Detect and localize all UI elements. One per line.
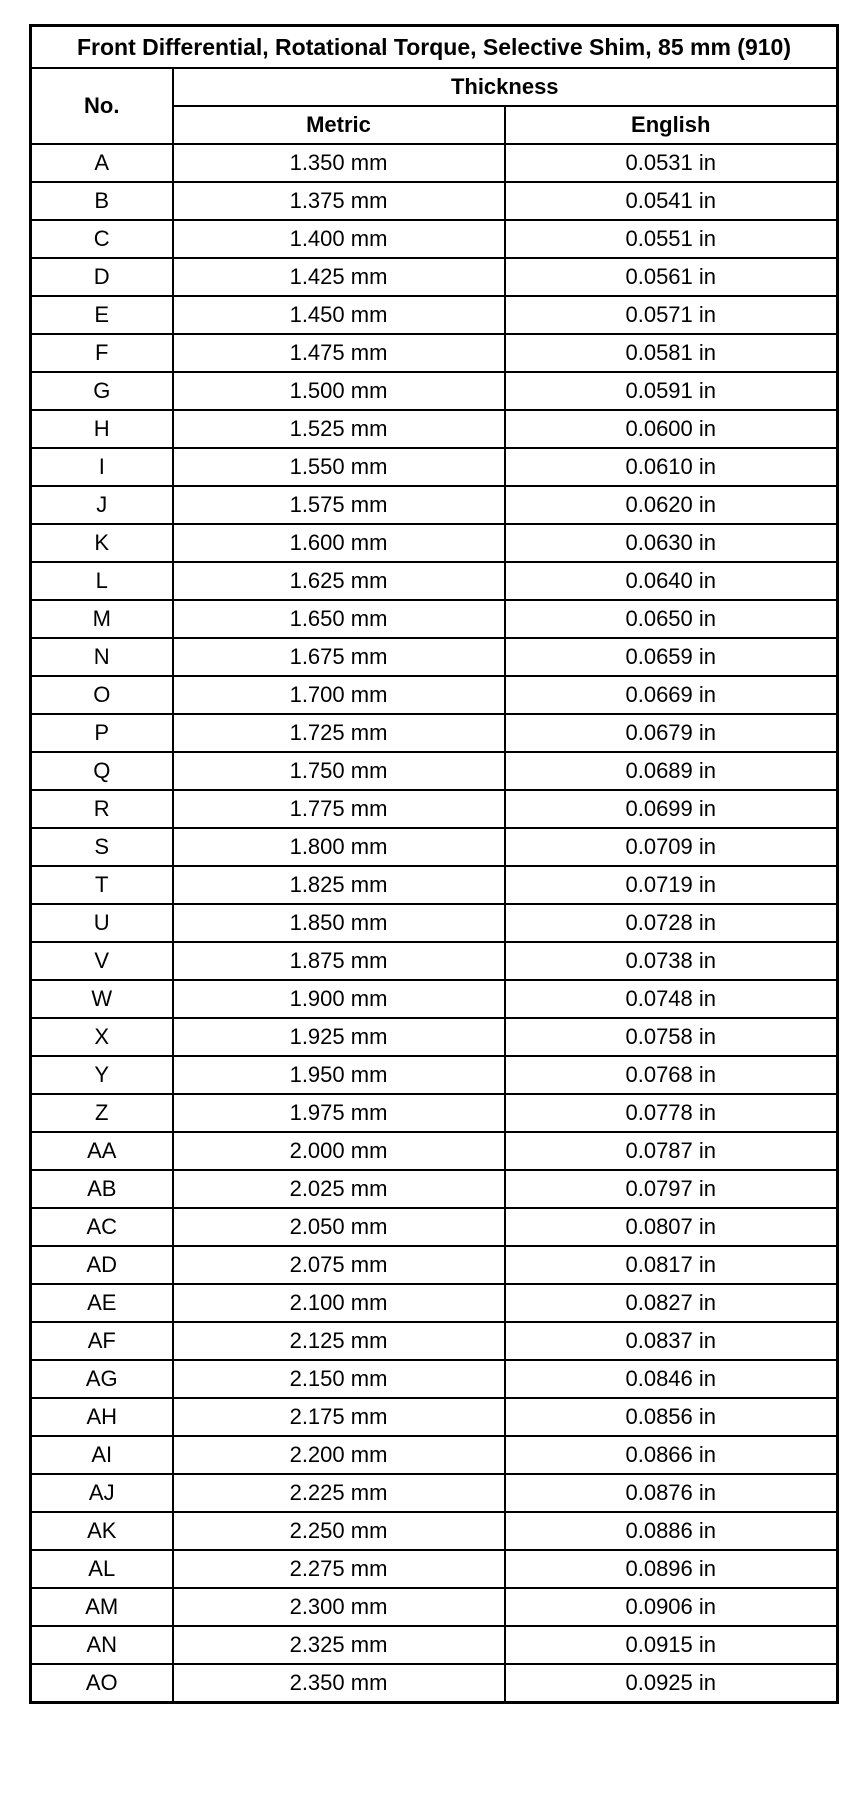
- table-row: [31, 866, 838, 904]
- cell-metric: 1.600 mm: [173, 524, 505, 562]
- cell-metric: 1.425 mm: [173, 258, 505, 296]
- table-row: [31, 942, 838, 980]
- cell-metric: 1.875 mm: [173, 942, 505, 980]
- table-row: [31, 1626, 838, 1664]
- cell-english: 0.0837 in: [505, 1322, 838, 1360]
- cell-no: F: [31, 334, 173, 372]
- table-row: [31, 372, 838, 410]
- cell-english: 0.0768 in: [505, 1056, 838, 1094]
- cell-english: 0.0925 in: [505, 1664, 838, 1703]
- table-row: [31, 258, 838, 296]
- cell-no: V: [31, 942, 173, 980]
- table-row: [31, 1132, 838, 1170]
- cell-english: 0.0797 in: [505, 1170, 838, 1208]
- cell-no: K: [31, 524, 173, 562]
- cell-no: B: [31, 182, 173, 220]
- table-row: [31, 1018, 838, 1056]
- cell-metric: 1.925 mm: [173, 1018, 505, 1056]
- table-row: [31, 1170, 838, 1208]
- cell-english: 0.0728 in: [505, 904, 838, 942]
- cell-no: Z: [31, 1094, 173, 1132]
- cell-metric: 1.475 mm: [173, 334, 505, 372]
- cell-metric: 1.825 mm: [173, 866, 505, 904]
- cell-english: 0.0856 in: [505, 1398, 838, 1436]
- cell-no: E: [31, 296, 173, 334]
- cell-no: AK: [31, 1512, 173, 1550]
- cell-metric: 1.350 mm: [173, 144, 505, 182]
- cell-no: A: [31, 144, 173, 182]
- cell-no: S: [31, 828, 173, 866]
- title-row: [31, 26, 838, 69]
- cell-metric: 1.550 mm: [173, 448, 505, 486]
- cell-no: Y: [31, 1056, 173, 1094]
- cell-metric: 2.100 mm: [173, 1284, 505, 1322]
- cell-metric: 2.350 mm: [173, 1664, 505, 1703]
- table-row: [31, 220, 838, 258]
- cell-no: D: [31, 258, 173, 296]
- cell-no: AF: [31, 1322, 173, 1360]
- cell-english: 0.0896 in: [505, 1550, 838, 1588]
- cell-english: 0.0689 in: [505, 752, 838, 790]
- table-row: [31, 296, 838, 334]
- cell-no: AA: [31, 1132, 173, 1170]
- cell-no: AO: [31, 1664, 173, 1703]
- cell-metric: 2.075 mm: [173, 1246, 505, 1284]
- cell-no: AL: [31, 1550, 173, 1588]
- cell-metric: 1.750 mm: [173, 752, 505, 790]
- cell-english: 0.0669 in: [505, 676, 838, 714]
- cell-no: AI: [31, 1436, 173, 1474]
- cell-english: 0.0778 in: [505, 1094, 838, 1132]
- cell-no: N: [31, 638, 173, 676]
- cell-english: 0.0699 in: [505, 790, 838, 828]
- table-row: [31, 1550, 838, 1588]
- table-title: Front Differential, Rotational Torque, Selective Shim, 85 mm (910): [31, 26, 838, 69]
- header-metric: Metric: [173, 106, 505, 144]
- cell-no: I: [31, 448, 173, 486]
- cell-no: M: [31, 600, 173, 638]
- cell-english: 0.0787 in: [505, 1132, 838, 1170]
- table-row: [31, 1664, 838, 1703]
- cell-no: R: [31, 790, 173, 828]
- cell-english: 0.0758 in: [505, 1018, 838, 1056]
- cell-metric: 2.150 mm: [173, 1360, 505, 1398]
- cell-metric: 2.275 mm: [173, 1550, 505, 1588]
- cell-english: 0.0709 in: [505, 828, 838, 866]
- cell-metric: 1.375 mm: [173, 182, 505, 220]
- cell-metric: 1.575 mm: [173, 486, 505, 524]
- cell-english: 0.0541 in: [505, 182, 838, 220]
- cell-metric: 2.050 mm: [173, 1208, 505, 1246]
- cell-no: AJ: [31, 1474, 173, 1512]
- cell-no: X: [31, 1018, 173, 1056]
- cell-no: Q: [31, 752, 173, 790]
- cell-metric: 2.250 mm: [173, 1512, 505, 1550]
- cell-english: 0.0650 in: [505, 600, 838, 638]
- cell-english: 0.0866 in: [505, 1436, 838, 1474]
- table-row: [31, 448, 838, 486]
- cell-no: AC: [31, 1208, 173, 1246]
- cell-metric: 2.175 mm: [173, 1398, 505, 1436]
- cell-english: 0.0915 in: [505, 1626, 838, 1664]
- cell-english: 0.0571 in: [505, 296, 838, 334]
- table-row: [31, 600, 838, 638]
- cell-no: AE: [31, 1284, 173, 1322]
- table-row: [31, 486, 838, 524]
- cell-english: 0.0817 in: [505, 1246, 838, 1284]
- cell-english: 0.0591 in: [505, 372, 838, 410]
- cell-metric: 1.500 mm: [173, 372, 505, 410]
- table-row: [31, 1246, 838, 1284]
- cell-no: J: [31, 486, 173, 524]
- table-row: [31, 828, 838, 866]
- table-row: [31, 524, 838, 562]
- cell-english: 0.0640 in: [505, 562, 838, 600]
- cell-metric: 2.325 mm: [173, 1626, 505, 1664]
- table-row: [31, 182, 838, 220]
- cell-no: AM: [31, 1588, 173, 1626]
- table-row: [31, 752, 838, 790]
- cell-english: 0.0561 in: [505, 258, 838, 296]
- cell-no: W: [31, 980, 173, 1018]
- header-no: No.: [31, 68, 173, 144]
- header-english: English: [505, 106, 838, 144]
- cell-no: U: [31, 904, 173, 942]
- cell-metric: 1.800 mm: [173, 828, 505, 866]
- cell-no: AN: [31, 1626, 173, 1664]
- group-header-row: [31, 68, 838, 106]
- cell-english: 0.0531 in: [505, 144, 838, 182]
- cell-metric: 1.950 mm: [173, 1056, 505, 1094]
- cell-no: L: [31, 562, 173, 600]
- table-row: [31, 1512, 838, 1550]
- table-header: [31, 26, 838, 145]
- table-row: [31, 1208, 838, 1246]
- cell-metric: 1.525 mm: [173, 410, 505, 448]
- cell-no: AH: [31, 1398, 173, 1436]
- cell-no: AD: [31, 1246, 173, 1284]
- cell-english: 0.0827 in: [505, 1284, 838, 1322]
- cell-no: G: [31, 372, 173, 410]
- cell-english: 0.0581 in: [505, 334, 838, 372]
- cell-metric: 1.400 mm: [173, 220, 505, 258]
- cell-no: P: [31, 714, 173, 752]
- table-row: [31, 144, 838, 182]
- shim-table: [29, 24, 839, 1704]
- cell-metric: 1.975 mm: [173, 1094, 505, 1132]
- cell-no: AB: [31, 1170, 173, 1208]
- cell-english: 0.0738 in: [505, 942, 838, 980]
- cell-metric: 1.850 mm: [173, 904, 505, 942]
- cell-metric: 1.700 mm: [173, 676, 505, 714]
- cell-english: 0.0630 in: [505, 524, 838, 562]
- table-row: [31, 1436, 838, 1474]
- cell-english: 0.0906 in: [505, 1588, 838, 1626]
- cell-metric: 2.000 mm: [173, 1132, 505, 1170]
- table-row: [31, 714, 838, 752]
- cell-english: 0.0551 in: [505, 220, 838, 258]
- cell-english: 0.0659 in: [505, 638, 838, 676]
- table-row: [31, 1284, 838, 1322]
- cell-no: T: [31, 866, 173, 904]
- table-row: [31, 1474, 838, 1512]
- table-row: [31, 676, 838, 714]
- cell-metric: 2.300 mm: [173, 1588, 505, 1626]
- table-row: [31, 1360, 838, 1398]
- cell-english: 0.0876 in: [505, 1474, 838, 1512]
- cell-metric: 1.725 mm: [173, 714, 505, 752]
- cell-metric: 1.900 mm: [173, 980, 505, 1018]
- cell-metric: 2.025 mm: [173, 1170, 505, 1208]
- cell-english: 0.0846 in: [505, 1360, 838, 1398]
- table-row: [31, 1398, 838, 1436]
- cell-no: O: [31, 676, 173, 714]
- table-row: [31, 790, 838, 828]
- table-row: [31, 410, 838, 448]
- cell-english: 0.0600 in: [505, 410, 838, 448]
- table-row: [31, 334, 838, 372]
- cell-english: 0.0719 in: [505, 866, 838, 904]
- cell-metric: 2.125 mm: [173, 1322, 505, 1360]
- table-row: [31, 1588, 838, 1626]
- cell-english: 0.0886 in: [505, 1512, 838, 1550]
- cell-english: 0.0748 in: [505, 980, 838, 1018]
- cell-metric: 2.200 mm: [173, 1436, 505, 1474]
- table-row: [31, 562, 838, 600]
- table-row: [31, 1322, 838, 1360]
- header-thickness: Thickness: [173, 68, 838, 106]
- cell-metric: 1.675 mm: [173, 638, 505, 676]
- cell-english: 0.0610 in: [505, 448, 838, 486]
- table-row: [31, 980, 838, 1018]
- cell-no: AG: [31, 1360, 173, 1398]
- cell-metric: 1.650 mm: [173, 600, 505, 638]
- cell-english: 0.0679 in: [505, 714, 838, 752]
- cell-metric: 1.775 mm: [173, 790, 505, 828]
- cell-metric: 1.450 mm: [173, 296, 505, 334]
- table-row: [31, 1094, 838, 1132]
- cell-english: 0.0807 in: [505, 1208, 838, 1246]
- table-body: [31, 144, 838, 1703]
- cell-metric: 2.225 mm: [173, 1474, 505, 1512]
- cell-no: C: [31, 220, 173, 258]
- table-row: [31, 638, 838, 676]
- cell-metric: 1.625 mm: [173, 562, 505, 600]
- cell-no: H: [31, 410, 173, 448]
- cell-english: 0.0620 in: [505, 486, 838, 524]
- table-row: [31, 1056, 838, 1094]
- table-row: [31, 904, 838, 942]
